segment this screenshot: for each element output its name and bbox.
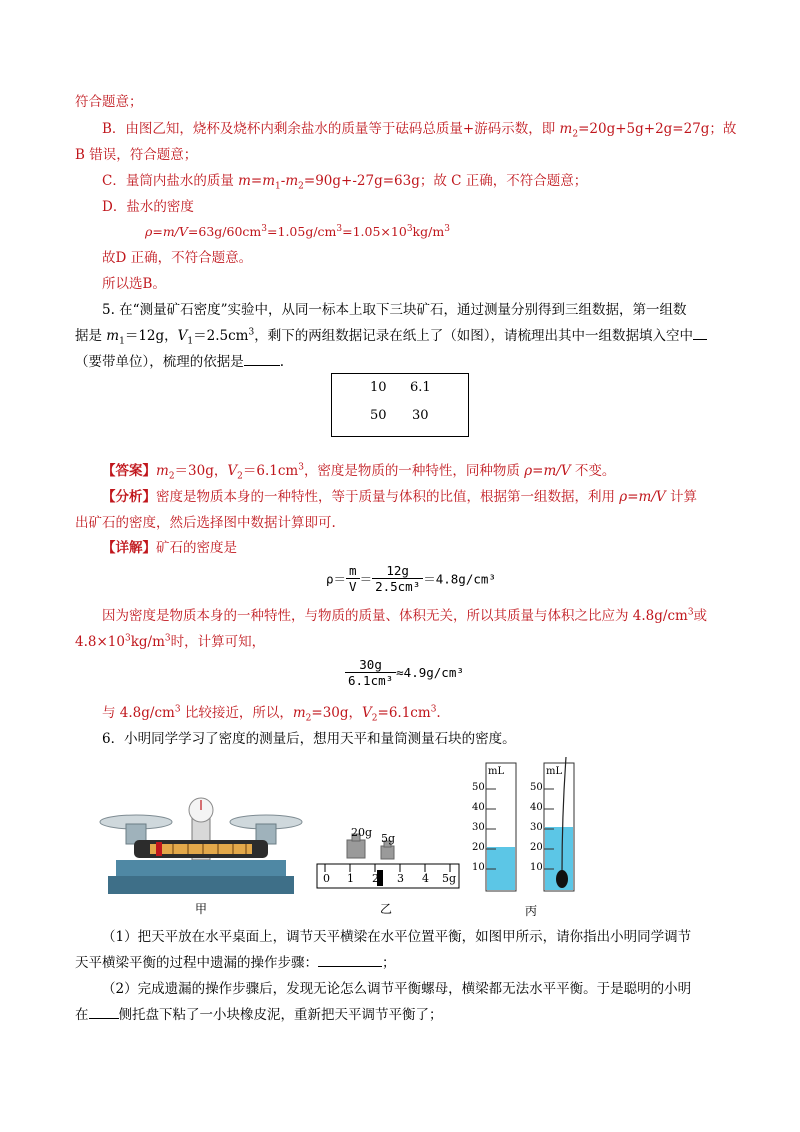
- q5-table-cell: 30: [412, 408, 429, 423]
- q6-blank-1[interactable]: [318, 966, 382, 967]
- q5-formula-1: ρ＝ $\frac{m}{V}$ ＝ $\frac{12g}{\text{2.5cm³}}$ ＝4.8g/cm³: [326, 563, 496, 594]
- q5-stem-line-3: （要带单位），梳理的依据是 .: [75, 354, 285, 370]
- prev-option-b-cont: B 错误，符合题意；: [75, 147, 198, 163]
- ruler-tick: 3: [397, 872, 404, 885]
- q5-analysis-cont: 出矿石的密度，然后选择图中数据计算即可.: [75, 515, 336, 531]
- q5-table-cell: 10: [370, 380, 387, 395]
- q5-table-cell: 50: [370, 408, 387, 423]
- q6-step-1-line-1: （1）把天平放在水平桌面上，调节天平横梁在水平位置平衡，如图甲所示，请你指出小明同学调节: [102, 929, 692, 945]
- cylinder-tick: 10: [472, 862, 485, 873]
- q6-blank-2[interactable]: [89, 1018, 119, 1019]
- ruler-tick: 4: [422, 872, 429, 885]
- prev-line-1: 符合题意；: [75, 94, 143, 110]
- q5-formula-2: $\frac{30g}{\text{6.1cm³}}$ ≈4.9g/cm³: [345, 657, 464, 688]
- q5-table-cell: 6.1: [410, 380, 431, 395]
- cylinder-tick: 40: [472, 802, 485, 813]
- q6-step-2-line-1: （2）完成遗漏的操作步骤后，发现无论怎么调节平衡螺母，横梁都无法水平平衡。于是聪明的小明: [102, 981, 692, 997]
- q5-answer: 【答案】$m_2=30g$，$V_2=6.1cm^3$，密度是物质的一种特性，同种物质 ρ=m/V 不变。: [102, 462, 616, 482]
- q5-stem-line-1: 5. 在“测量矿石密度”实验中，从同一标本上取下三块矿石，通过测量分别得到三组数据，第一组数: [102, 302, 687, 318]
- q6-step-2-line-2: 在 侧托盘下粘了一小块橡皮泥，重新把天平调节平衡了；: [75, 1007, 443, 1023]
- cylinder-unit-left: mL: [488, 766, 505, 777]
- q5-analysis: 【分析】密度是物质本身的一种特性，等于质量与体积的比值，根据第一组数据，利用 ρ=m/V 计算: [102, 489, 697, 505]
- q5-blank-1[interactable]: [693, 339, 707, 340]
- figure-caption-a: 甲: [195, 902, 208, 916]
- ruler-tick: 0: [323, 872, 330, 885]
- cylinder-tick: 40: [530, 802, 543, 813]
- ruler-tick: 1: [347, 872, 354, 885]
- cylinder-tick: 20: [530, 842, 543, 853]
- q5-explain-line-1: 因为密度是物质本身的一种特性，与物质的质量、体积无关，所以其质量与体积之比应为 $4.8g/cm^3$或: [102, 607, 708, 624]
- q6-stem: 6．小明同学学习了密度的测量后，想用天平和量筒测量石块的密度。: [102, 731, 516, 747]
- prev-conclusion-d: 故D 正确，不符合题意。: [102, 250, 253, 266]
- cylinder-unit-right: mL: [546, 766, 563, 777]
- ruler-tick: 2: [372, 872, 379, 885]
- cylinder-tick: 50: [472, 782, 485, 793]
- weight-label-20g: 20g: [351, 826, 373, 839]
- prev-option-c: C．量筒内盐水的质量 $m=m_1-m_2=90g+-27g=63g$；故 C 正确，不符合题意；: [102, 173, 588, 192]
- cylinder-tick: 50: [530, 782, 543, 793]
- q5-detail: 【详解】矿石的密度是: [102, 540, 237, 556]
- prev-option-d: D．盐水的密度: [102, 199, 194, 215]
- prev-final-choice: 所以选B。: [102, 276, 166, 292]
- q5-stem-line-2: 据是 $m_1=12g$，$V_1=2.5cm^3$，剩下的两组数据记录在纸上了（如图），请梳理出其中一组数据填入空中: [75, 326, 707, 346]
- figure-caption-b: 乙: [380, 902, 393, 916]
- q6-step-1-line-2: 天平横梁平衡的过程中遗漏的操作步骤： ；: [75, 955, 396, 971]
- balance-scale-figure: [98, 790, 308, 900]
- cylinder-tick: 20: [472, 842, 485, 853]
- q5-data-table: [331, 373, 469, 437]
- cylinder-tick: 10: [530, 862, 543, 873]
- prev-option-b: B．由图乙知，烧杯及烧杯内剩余盐水的质量等于砝码总质量+游码示数，即 $m_2=20g+5g+2g=27g$；故: [102, 121, 737, 140]
- q5-conclusion: 与 $4.8g/cm^3$ 比较接近，所以，$m_2=30g$，$V_2=6.1cm^3$.: [102, 704, 441, 724]
- q5-explain-line-2: $4.8\times 10^3kg/m^3$时，计算可知，: [75, 633, 266, 650]
- q5-blank-2[interactable]: [244, 365, 280, 366]
- cylinder-tick: 30: [472, 822, 485, 833]
- weight-label-5g: 5g: [381, 832, 396, 845]
- figure-caption-c: 丙: [525, 904, 538, 918]
- prev-density-formula: $\rho=m/V=63g/60cm^3=1.05g/cm^3=1.05\times 10^3kg/m^3$: [145, 223, 450, 239]
- cylinder-tick: 30: [530, 822, 543, 833]
- ruler-tick: 5g: [442, 872, 457, 885]
